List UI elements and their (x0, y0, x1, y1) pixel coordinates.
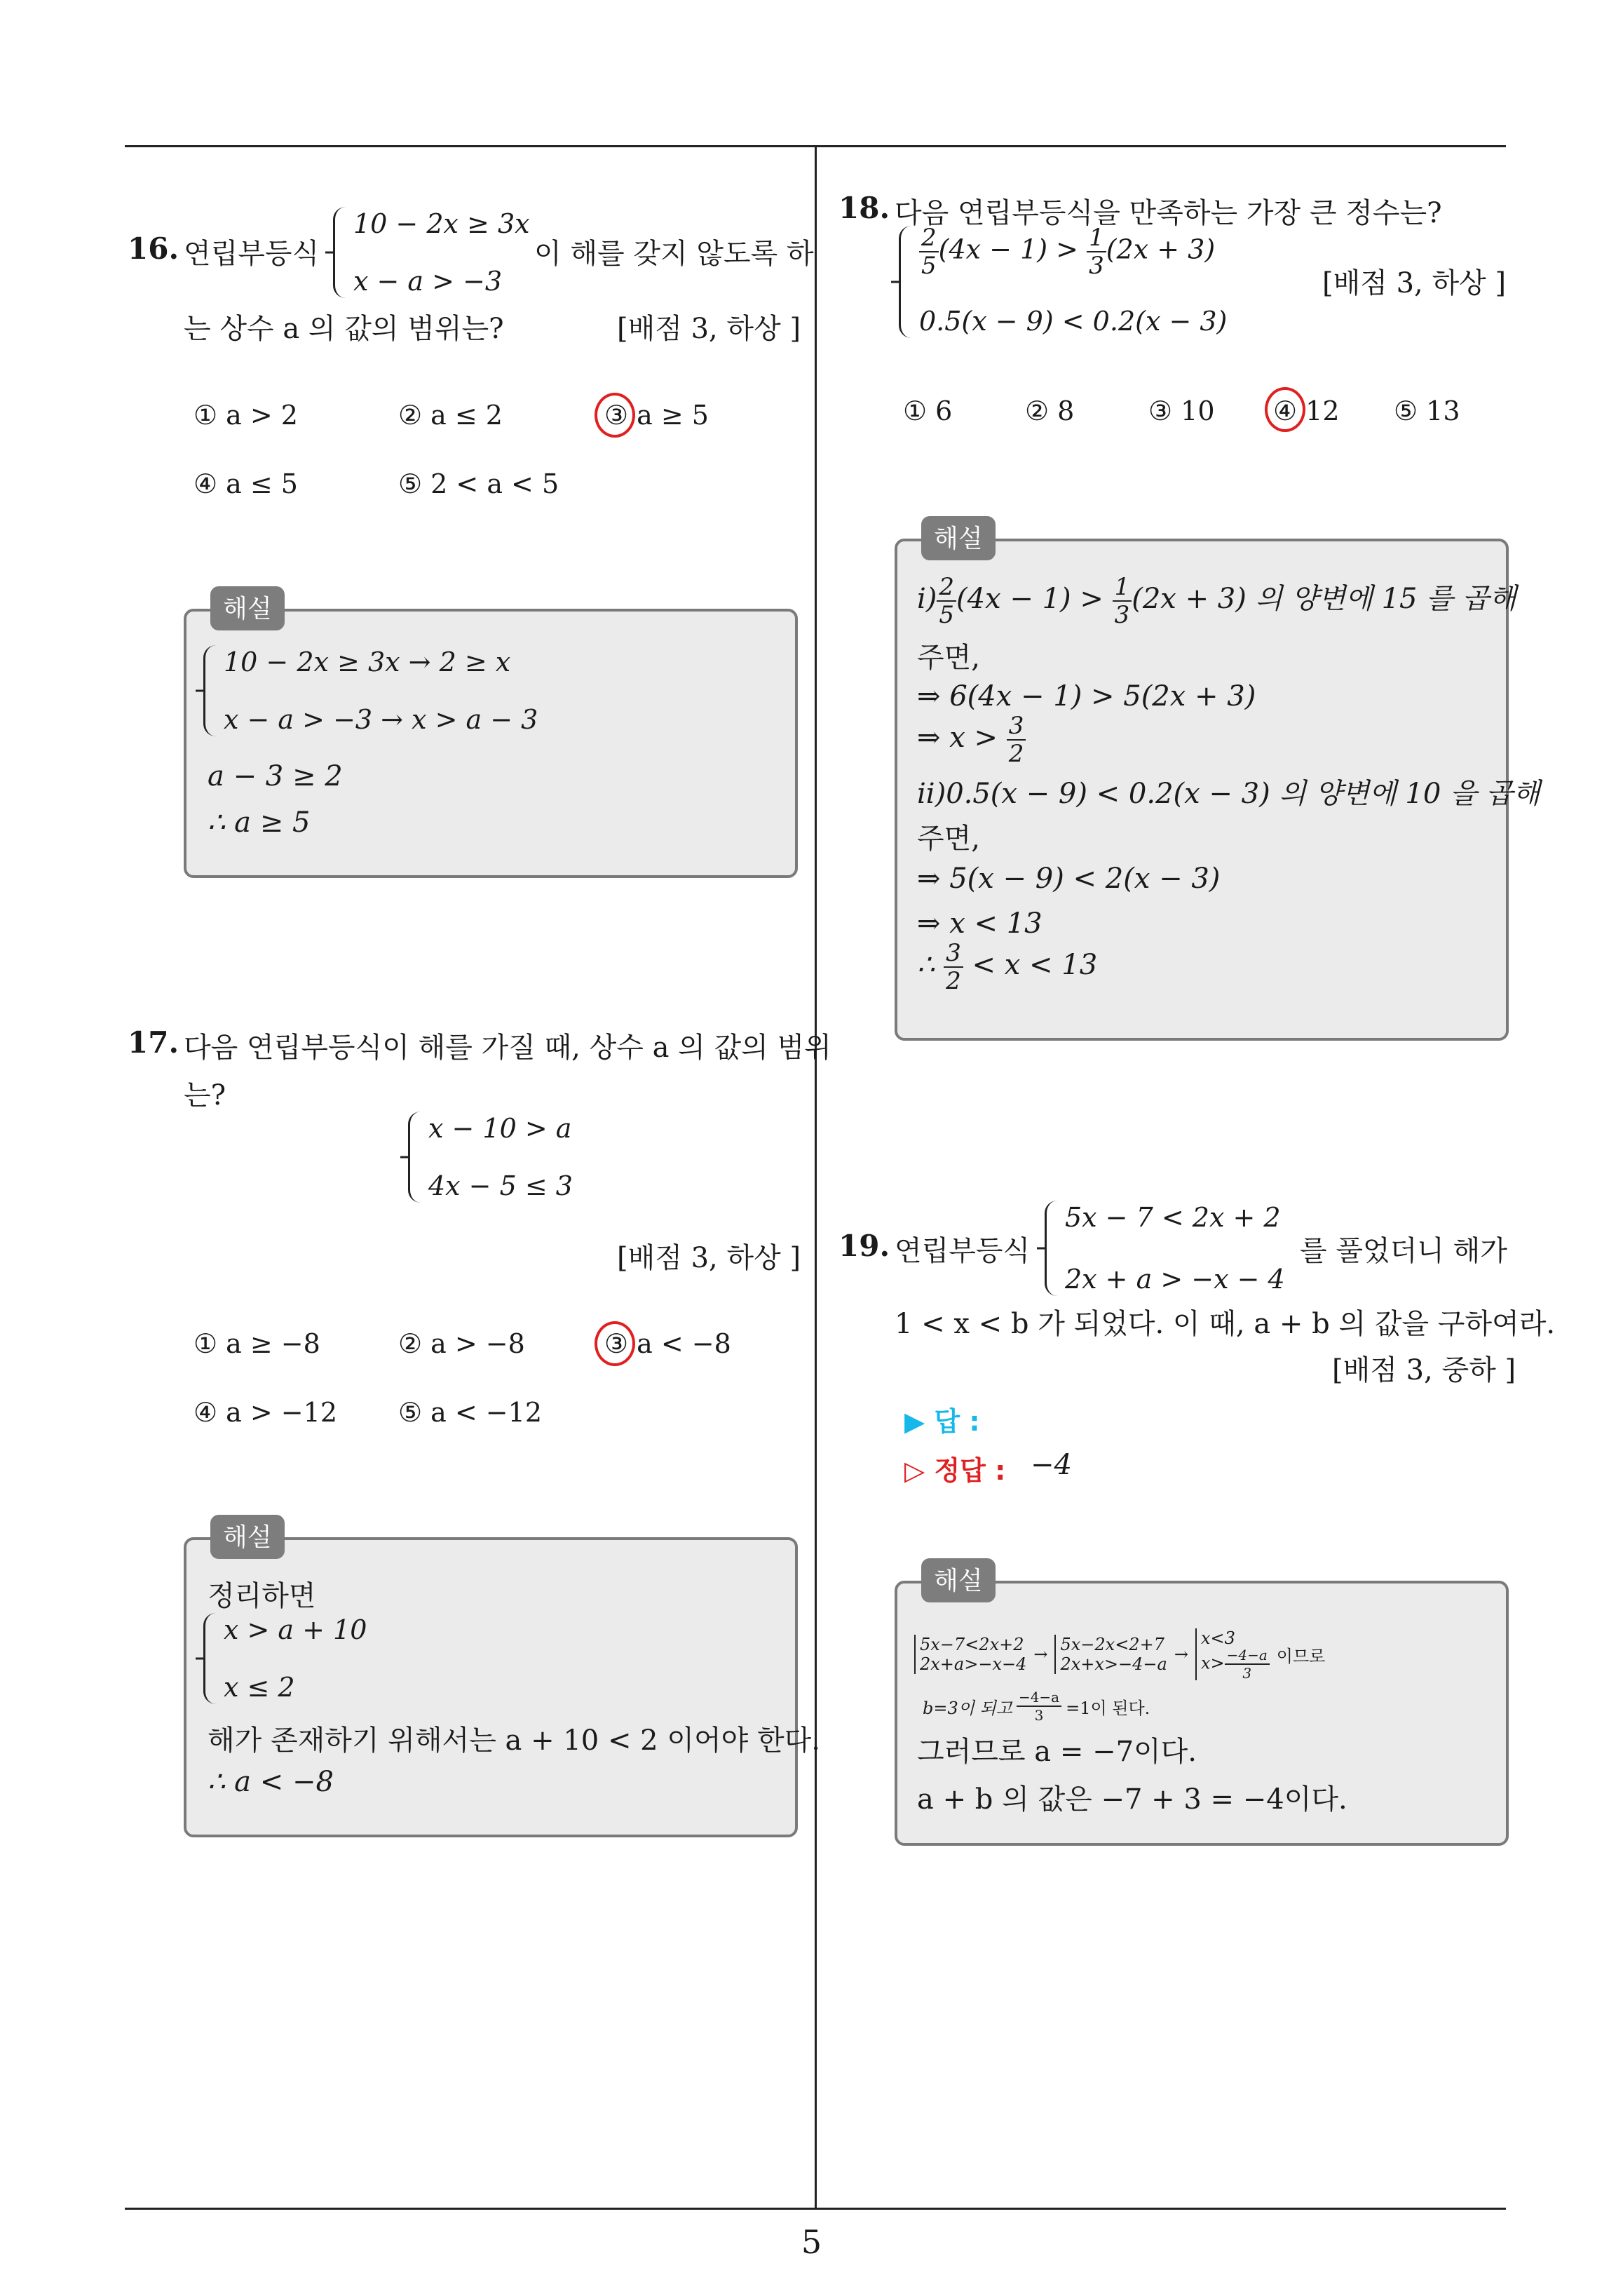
solution-small-derivation: 5x−7<2x+2 2x+a>−x−4 → 5x−2x<2+7 2x+x>−4−a → x<3 x> $\frac{-4-a}{3}$ 이므로 (914, 1628, 1325, 1680)
solution-line-3: a − 3 ≥ 2 (208, 760, 343, 792)
option-5[interactable]: ⑤ 2 < a < 5 (398, 468, 559, 499)
inequality-system (333, 207, 530, 298)
solution-box (184, 1537, 820, 1837)
system-line-1: 10 − 2x ≥ 3x (353, 208, 530, 239)
option-3[interactable]: ③ 10 (1148, 396, 1215, 426)
solution-tag: 해설 (921, 1558, 996, 1602)
solution-system (203, 645, 538, 736)
option-2[interactable]: ② a ≤ 2 (398, 400, 503, 431)
answer-circle-icon (595, 1321, 635, 1366)
system-line-2: 0.5(x − 9) < 0.2(x − 3) (919, 306, 1228, 337)
column-divider (815, 145, 817, 2209)
inequality-system (899, 226, 1227, 338)
solution-line-2: x ≤ 2 (224, 1672, 295, 1703)
system-line-1: $\frac{2}{5}$ (4x − 1) > $\frac{1}{3}$ (2x + 3) (919, 226, 1227, 278)
score-label: [배점 3, 하상 ] (1322, 267, 1507, 299)
question-intro: 다음 연립부등식을 만족하는 가장 큰 정수는? (895, 197, 1442, 229)
solution-line-9: ∴ $\frac{3}{2}$ < x < 13 (917, 939, 1098, 995)
solution-line-2: x − a > −3 → x > a − 3 (224, 704, 538, 735)
brace-icon (203, 645, 218, 736)
solution-intro: 정리하면 (208, 1580, 316, 1612)
solution-tag: 해설 (210, 586, 285, 630)
question-intro: 연립부등식 (895, 1235, 1031, 1267)
solution-box (895, 1581, 1509, 1846)
question-intro: 연립부등식 (184, 238, 320, 270)
system-line-1: x − 10 > a (428, 1113, 572, 1144)
question-number: 17. (128, 1025, 179, 1060)
solution-tag: 해설 (921, 516, 996, 560)
answer-label: ▶ 답 : (904, 1406, 980, 1437)
system-line-2: 4x − 5 ≤ 3 (428, 1170, 573, 1201)
option-2[interactable]: ② 8 (1025, 396, 1075, 426)
answer-circle-icon (595, 393, 635, 438)
score-label: [배점 3, 하상 ] (617, 1242, 801, 1274)
small-system-2: 5x−2x<2+7 2x+x>−4−a (1054, 1635, 1167, 1674)
inequality-system (1045, 1201, 1285, 1296)
fraction: $\frac{1}{3}$ (1087, 226, 1106, 278)
brace-icon (899, 226, 914, 338)
option-4[interactable]: ④ a > −12 (193, 1397, 337, 1428)
fraction: $\frac{2}{5}$ (919, 226, 939, 278)
small-system-3: x<3 x> $\frac{-4-a}{3}$ (1195, 1628, 1270, 1680)
solution-line-1: i) $\frac{2}{5}$ (4x − 1) > $\frac{1}{3}$ (2x + 3) 의 양변에 15 를 곱해 (917, 573, 1516, 629)
option-4[interactable]: ④ 12 (1273, 396, 1340, 426)
system-line-1: 5x − 7 < 2x + 2 (1065, 1202, 1281, 1233)
solution-line-1: x > a + 10 (224, 1614, 367, 1645)
fraction: $\frac{1}{3}$ (1113, 575, 1132, 627)
question-number: 16. (128, 231, 179, 266)
bottom-rule (125, 2208, 1506, 2210)
question-text: 를 풀었더니 해가 (1300, 1235, 1507, 1267)
score-label: [배점 3, 중하 ] (1332, 1354, 1516, 1386)
solution-line-2: 주면, (917, 642, 980, 674)
solution-line-6: 주면, (917, 823, 980, 855)
option-4[interactable]: ④ a ≤ 5 (193, 468, 298, 499)
brace-icon (1045, 1201, 1059, 1296)
correct-answer-value: −4 (1031, 1449, 1072, 1481)
question-number: 19. (838, 1229, 890, 1263)
option-5[interactable]: ⑤ 13 (1394, 396, 1460, 426)
option-1[interactable]: ① 6 (903, 396, 953, 426)
solution-line-5: ii)0.5(x − 9) < 0.2(x − 3) 의 양변에 10 을 곱해 (917, 778, 1540, 810)
solution-line-4: ⇒ x > $\frac{3}{2}$ (917, 714, 1026, 766)
brace-icon (203, 1613, 218, 1704)
solution-line-4: a + b 의 값은 −7 + 3 = −4이다. (917, 1783, 1347, 1816)
option-1[interactable]: ① a ≥ −8 (193, 1328, 320, 1359)
solution-line-7: ⇒ 5(x − 9) < 2(x − 3) (917, 863, 1221, 895)
option-3[interactable]: ③ a ≥ 5 (604, 400, 709, 431)
inequality-system (408, 1112, 573, 1203)
solution-line-1: 10 − 2x ≥ 3x → 2 ≥ x (224, 647, 511, 677)
fraction: $\frac{2}{5}$ (937, 575, 956, 627)
solution-line-3: ⇒ 6(4x − 1) > 5(2x + 3) (917, 680, 1256, 713)
question-text-cont: 1 < x < b 가 되었다. 이 때, a + b 의 값을 구하여라. (895, 1308, 1556, 1340)
solution-line-4: ∴ a ≥ 5 (208, 806, 311, 839)
fraction: $\frac{3}{2}$ (1007, 714, 1026, 766)
solution-line-4: ∴ a < −8 (208, 1766, 334, 1798)
question-intro: 다음 연립부등식이 해를 가질 때, 상수 a 의 값의 범위 (184, 1032, 831, 1064)
system-line-2: x − a > −3 (353, 266, 503, 297)
solution-box (184, 609, 798, 878)
solution-system (203, 1613, 367, 1704)
answer-circle-icon (1265, 387, 1305, 432)
solution-tag: 해설 (210, 1515, 285, 1559)
option-3[interactable]: ③ a < −8 (604, 1328, 731, 1359)
solution-line-3: 그러므로 a = −7이다. (917, 1736, 1197, 1768)
brace-icon (408, 1112, 423, 1203)
question-text-cont: 는 상수 a 의 값의 범위는? (184, 313, 504, 345)
solution-line-3: 해가 존재하기 위해서는 a + 10 < 2 이어야 한다. (208, 1724, 820, 1757)
option-2[interactable]: ② a > −8 (398, 1328, 525, 1359)
solution-small-line-2: b=3이 되고 $\frac{-4-a}{3}$ =1이 된다. (923, 1689, 1150, 1724)
brace-icon (333, 207, 348, 298)
question-number: 18. (838, 191, 890, 225)
score-label: [배점 3, 하상 ] (617, 313, 801, 345)
option-5[interactable]: ⑤ a < −12 (398, 1397, 542, 1428)
option-1[interactable]: ① a > 2 (193, 400, 298, 431)
solution-box (895, 539, 1540, 1041)
question-text: 이 해를 갖지 않도록 하 (534, 238, 814, 270)
fraction: $\frac{3}{2}$ (944, 941, 963, 993)
system-line-2: 2x + a > −x − 4 (1065, 1264, 1285, 1295)
correct-answer-label: ▷ 정답 : (904, 1455, 1006, 1486)
question-text-cont: 는? (184, 1079, 226, 1112)
solution-line-8: ⇒ x < 13 (917, 907, 1043, 940)
small-system-1: 5x−7<2x+2 2x+a>−x−4 (914, 1635, 1026, 1674)
page-number: 5 (801, 2223, 822, 2261)
